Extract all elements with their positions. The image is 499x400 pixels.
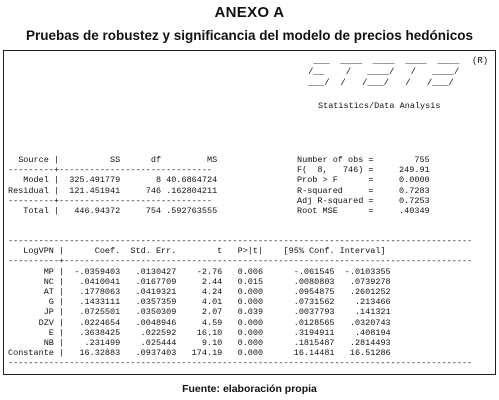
t-value: 2.07 [181,307,223,318]
anova-row: Residual | 121.451941 746 .162804211 [8,185,218,196]
coef-value: .1778063 [64,287,121,298]
coef-value: .3638425 [64,327,121,338]
coef-value: .1433111 [64,297,121,308]
ci-upper: 16.51286 [339,348,391,359]
depvar-label: LogVPN [8,246,54,257]
ci-lower: .1815487 [268,338,335,349]
ci-upper: .213466 [339,297,391,308]
fit-value: 249.91 [373,165,430,176]
header-ss: SS [69,155,121,165]
ms-value: .162804211 [166,185,218,196]
header-df: df [125,155,162,165]
ci-upper: .2601252 [339,287,391,298]
fit-row [297,186,430,196]
t-value: 9.10 [181,338,223,349]
top-rule: ------------------------------------------------------------------------------------------- [8,236,473,246]
coef-row: Constante | 16.32883 .0937403 174.19 0.000 16.14481 16.51286 [8,348,391,359]
ci-lower: .3194911 [268,327,335,338]
se-value: .0167709 [125,276,177,287]
fit-value: 0.0000 [373,175,430,186]
divider: ---------+------------------------------ [8,165,213,176]
header-ci: [95% Conf. Interval] [283,246,386,257]
coef-value: -.0359403 [64,266,121,277]
fit-equals: = [368,206,374,217]
logo-caption: Statistics/Data Analysis [318,101,441,111]
coef-row: JP | .0725501 .0350309 2.07 0.039 .0037793 .141321 [8,307,391,318]
fit-label: Root MSE [297,206,369,217]
fit-label: Adj R-squared [297,195,369,206]
fit-statistics [297,155,430,216]
ci-lower: .0080803 [268,276,335,287]
p-value: 0.000 [227,317,264,328]
p-value: 0.000 [227,287,264,298]
ci-lower: .0128565 [268,317,335,328]
header-ms: MS [166,155,218,165]
fit-value: 0.7253 [373,195,430,206]
fit-equals: = [368,175,374,186]
p-value: 0.000 [227,338,264,349]
ss-value: 446.94372 [69,206,121,217]
fit-value: .40349 [373,206,430,217]
var-label: NC [8,276,54,287]
t-value: -2.76 [181,266,223,277]
var-label: Constante [8,348,54,359]
coef-value: .231499 [64,338,121,349]
fit-label: R-squared [297,185,369,196]
header-coef: Coef. [64,246,121,257]
fit-value: 0.7283 [373,185,430,196]
coef-row: AT | .1778063 .0419321 4.24 0.000 .0954875 .2601252 [8,287,391,298]
header-p: P>|t| [227,246,264,257]
anova-table [8,155,217,216]
coef-row: NC | .0410041 .0167709 2.44 0.015 .0080803 .0739278 [8,276,391,287]
coef-value: .0410041 [64,276,121,287]
var-label: DZV [8,317,54,328]
fit-row [297,196,430,206]
fit-row [297,155,430,165]
source-label: Total [8,206,49,217]
df-value: 8 [125,175,162,186]
coef-value: .0224654 [64,317,121,328]
coef-row: MP | -.0359403 .0130427 -2.76 0.006 -.061545 -.0103355 [8,266,391,277]
fit-equals: = [368,195,374,206]
ci-lower: .0954875 [268,287,335,298]
fit-equals: = [368,185,374,196]
df-value: 754 [125,206,162,217]
var-label: AT [8,287,54,298]
fit-label: F( 8, 746) [297,165,369,176]
ms-value: 40.6864724 [166,175,218,186]
coef-row: G | .1433111 .0357359 4.01 0.000 .0731562 .213466 [8,297,391,308]
coef-value: .0725501 [64,307,121,318]
ci-upper: .0320743 [339,317,391,328]
ci-lower: -.061545 [268,266,335,277]
t-value: 4.24 [181,287,223,298]
p-value: 0.015 [227,276,264,287]
fit-row [297,175,430,185]
p-value: 0.000 [227,327,264,338]
ss-value: 121.451941 [69,185,121,196]
se-value: .0130427 [125,266,177,277]
divider: ----------+-------------------------------------------------------------------------------- [8,256,473,267]
source-label: Model [8,175,49,186]
var-label: JP [8,307,54,318]
se-value: .0357359 [125,297,177,308]
fit-label: Prob > F [297,175,369,186]
coefficient-table [8,236,472,369]
t-value: 4.01 [181,297,223,308]
coef-header: LogVPN | Coef. Std. Err. t P>|t| [95% Conf. Interval] [8,246,386,257]
fit-value: 755 [373,155,430,165]
ci-upper: .141321 [339,307,391,318]
var-label: G [8,297,54,308]
anova-row: Model | 325.491779 8 40.6864724 [8,175,218,186]
var-label: E [8,327,54,338]
se-value: .0350309 [125,307,177,318]
var-label: NB [8,338,54,349]
fit-row [297,206,430,216]
t-value: 16.10 [181,327,223,338]
page-title: ANEXO A [214,4,285,21]
df-value: 746 [125,185,162,196]
source-caption: Fuente: elaboración propia [182,383,317,395]
registered-mark: (R) [472,56,489,66]
anova-header: Source | SS df MS [8,155,218,165]
p-value: 0.039 [227,307,264,318]
coef-row: E | .3638425 .022592 16.10 0.000 .3194911 .408194 [8,327,391,338]
ci-lower: .0037793 [268,307,335,318]
se-value: .0419321 [125,287,177,298]
page-subtitle: Pruebas de robustez y significancia del modelo de precios hedónicos [25,28,474,43]
ms-value: .592763555 [166,206,218,217]
t-value: 4.59 [181,317,223,328]
bottom-rule: ------------------------------------------------------------------------------------------- [8,358,473,369]
coef-row: DZV | .0224654 .0048946 4.59 0.000 .0128565 .0320743 [8,317,391,328]
se-value: .0937403 [125,348,177,359]
anova-row: Total | 446.94372 754 .592763555 [8,206,218,217]
ci-upper: -.0103355 [339,266,391,277]
fit-equals: = [368,155,374,165]
header-se: Std. Err. [125,246,177,257]
divider: ---------+------------------------------ [8,195,213,206]
p-value: 0.000 [227,297,264,308]
ci-upper: .0739278 [339,276,391,287]
stata-logo: ___ ____ ____ ____ ____ /__ / ____/ / ____/ ___/ / /___/ / /___/ [308,56,460,88]
coef-row: NB | .231499 .025444 9.10 0.000 .1815487 .2814493 [8,338,391,349]
ci-lower: .0731562 [268,297,335,308]
se-value: .022592 [125,327,177,338]
source-label: Residual [8,185,49,196]
se-value: .0048946 [125,317,177,328]
var-label: MP [8,266,54,277]
header-source: Source [8,155,49,165]
ci-upper: .2814493 [339,338,391,349]
ci-lower: 16.14481 [268,348,335,359]
ss-value: 325.491779 [69,175,121,186]
t-value: 174.19 [181,348,223,359]
se-value: .025444 [125,338,177,349]
fit-label: Number of obs [297,155,369,165]
p-value: 0.000 [227,348,264,359]
header-t: t [181,246,223,257]
p-value: 0.006 [227,266,264,277]
ci-upper: .408194 [339,327,391,338]
coef-value: 16.32883 [64,348,121,359]
fit-equals: = [368,165,374,176]
fit-row [297,165,430,175]
t-value: 2.44 [181,276,223,287]
